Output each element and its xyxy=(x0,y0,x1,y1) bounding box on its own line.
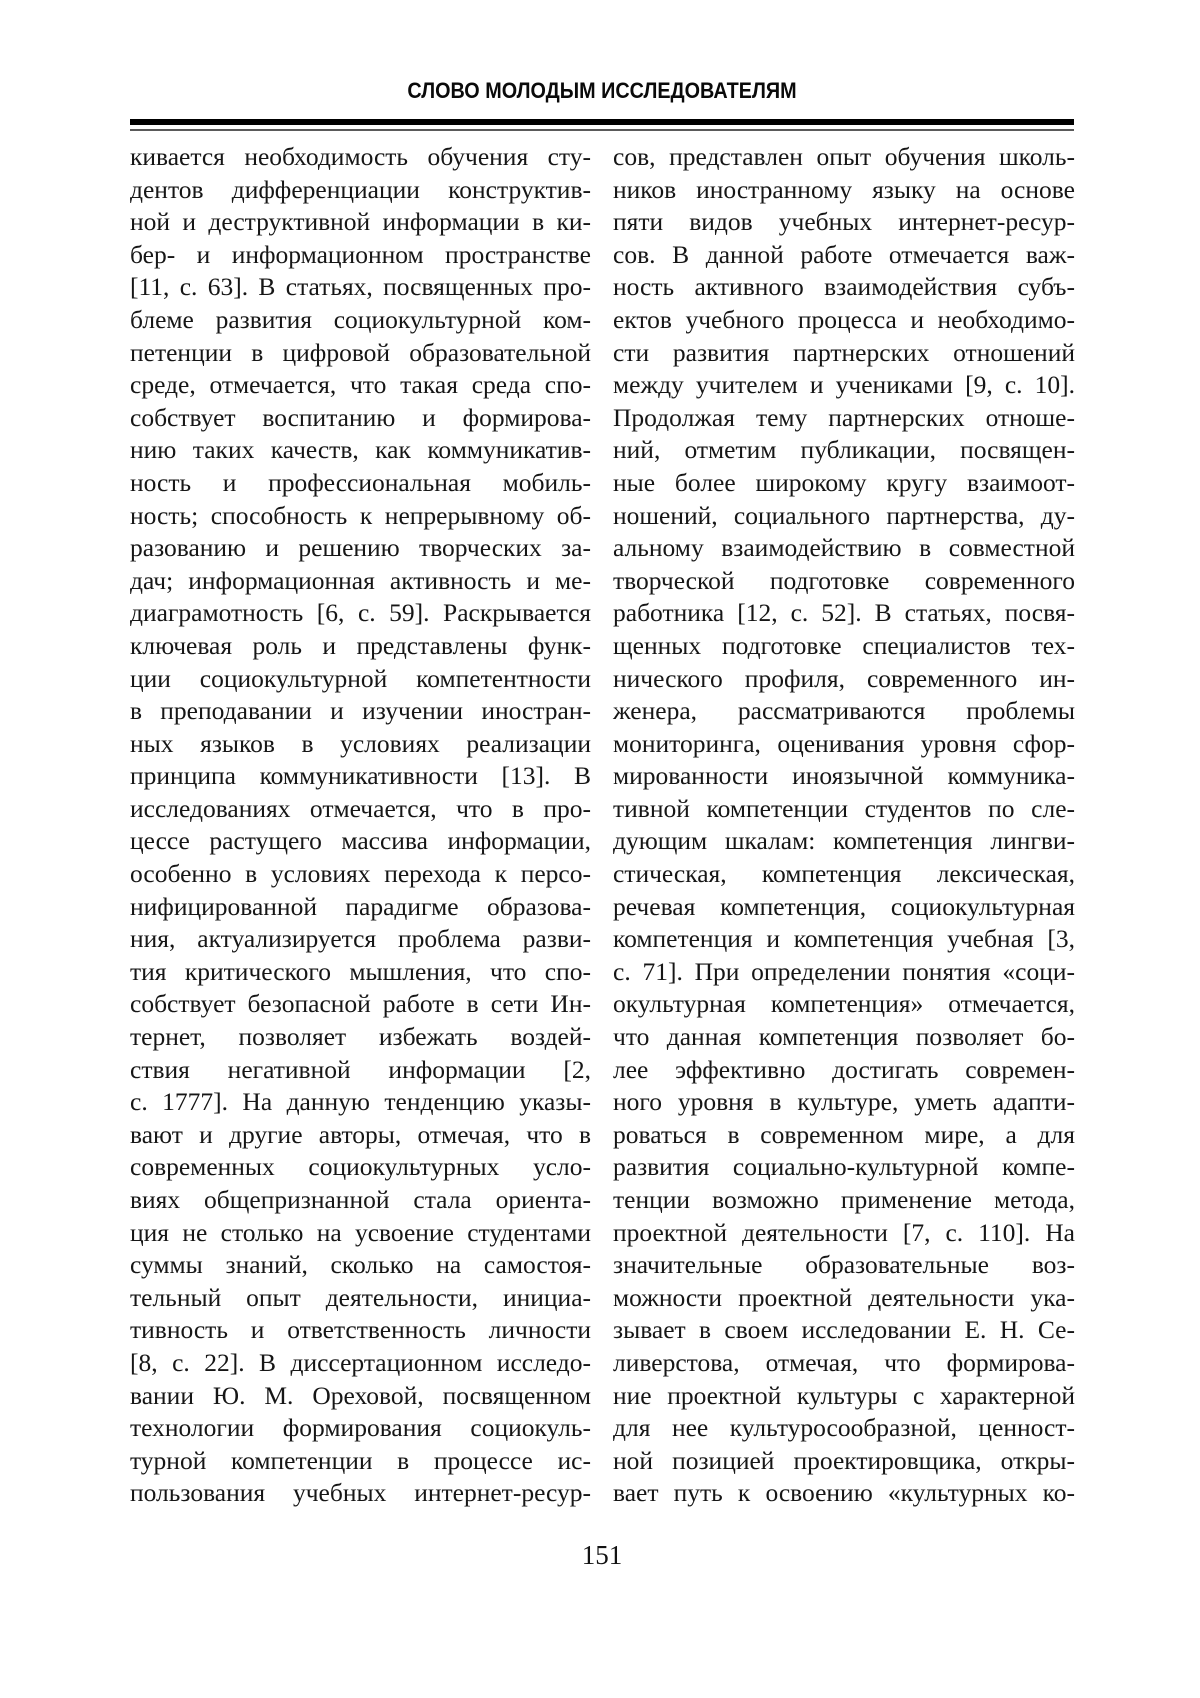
text-line: вании Ю. М. Ореховой, посвященном xyxy=(130,1380,591,1410)
text-line: стическая, компетенция лексическая, xyxy=(613,859,1075,889)
text-line: нию таких качеств, как коммуникатив- xyxy=(130,435,591,465)
text-line: ников иностранному языку на основе xyxy=(613,174,1075,204)
text-line: блеме развития социокультурной ком- xyxy=(130,304,591,334)
text-line: компетенция и компетенция учебная [3, xyxy=(613,924,1075,954)
text-line: с. 71]. При определении понятия «соци- xyxy=(613,956,1075,986)
text-line: среде, отмечается, что такая среда спо- xyxy=(130,370,591,400)
text-line: ции социокультурной компетентности xyxy=(130,663,591,693)
text-line: дующим шкалам: компетенция лингви- xyxy=(613,826,1075,856)
text-line: петенции в цифровой образовательной xyxy=(130,337,591,367)
text-line: современных социокультурных усло- xyxy=(130,1152,591,1182)
text-line: сов. В данной работе отмечается важ- xyxy=(613,239,1075,269)
text-column-left xyxy=(130,141,591,1510)
text-line: тенции возможно применение метода, xyxy=(613,1185,1075,1214)
text-line: с. 1777]. На данную тенденцию указы- xyxy=(130,1087,591,1117)
text-line: ные более широкому кругу взаимоот- xyxy=(613,467,1075,497)
text-line: значительные образовательные воз- xyxy=(613,1250,1075,1280)
text-line: кивается необходимость обучения сту- xyxy=(130,142,591,171)
text-line: тивность и ответственность личности xyxy=(130,1315,591,1345)
text-line: виях общепризнанной стала ориента- xyxy=(130,1185,591,1214)
text-line: суммы знаний, сколько на самостоя- xyxy=(130,1250,591,1280)
text-line: альному взаимодействию в совместной xyxy=(613,533,1075,563)
text-line: ливерстова, отмечая, что формирова- xyxy=(613,1347,1075,1377)
text-line: мониторинга, оценивания уровня сфор- xyxy=(613,728,1075,758)
text-line: роваться в современном мире, а для xyxy=(613,1119,1075,1149)
text-line: проектной деятельности [7, с. 110]. На xyxy=(613,1217,1075,1247)
text-line: ность; способность к непрерывному об- xyxy=(130,500,591,530)
text-line: ного уровня в культуре, уметь адапти- xyxy=(613,1087,1075,1117)
text-line: вают и другие авторы, отмечая, что в xyxy=(130,1119,591,1149)
text-line: что данная компетенция позволяет бо- xyxy=(613,1022,1075,1052)
text-line: лее эффективно достигать современ- xyxy=(613,1054,1075,1084)
header-rule-thick xyxy=(130,119,1074,125)
text-line: тивной компетенции студентов по сле- xyxy=(613,793,1075,823)
text-line: Продолжая тему партнерских отноше- xyxy=(613,402,1075,432)
text-line: ных языков в условиях реализации xyxy=(130,728,591,758)
text-line: пользования учебных интернет-ресур- xyxy=(130,1478,591,1508)
text-line: нифицированной парадигме образова- xyxy=(130,891,591,921)
section-title: СЛОВО МОЛОДЫМ ИССЛЕДОВАТЕЛЯМ xyxy=(407,78,797,103)
text-line: ношений, социального партнерства, ду- xyxy=(613,500,1075,530)
text-line: особенно в условиях перехода к персо- xyxy=(130,859,591,889)
text-line: щенных подготовке специалистов тех- xyxy=(613,630,1075,660)
text-line: ствия негативной информации [2, xyxy=(130,1054,591,1084)
text-line: в преподавании и изучении иностран- xyxy=(130,696,591,726)
page-number: 151 xyxy=(581,1540,623,1570)
text-line: исследованиях отмечается, что в про- xyxy=(130,793,591,823)
text-line: можности проектной деятельности ука- xyxy=(613,1282,1075,1312)
text-line: между учителем и учениками [9, с. 10]. xyxy=(613,370,1075,400)
text-line: работника [12, с. 52]. В статьях, посвя- xyxy=(613,598,1075,628)
text-line: ние проектной культуры с характерной xyxy=(613,1380,1075,1410)
text-line: мированности иноязычной коммуника- xyxy=(613,761,1075,791)
text-line: речевая компетенция, социокультурная xyxy=(613,891,1075,921)
text-line: разованию и решению творческих за- xyxy=(130,533,591,563)
text-line: сти развития партнерских отношений xyxy=(613,337,1075,367)
text-line: пяти видов учебных интернет-ресур- xyxy=(613,207,1075,237)
text-line: технологии формирования социокуль- xyxy=(130,1413,591,1443)
text-line: развития социально-культурной компе- xyxy=(613,1152,1075,1182)
text-line: тия критического мышления, что спо- xyxy=(130,956,591,986)
text-line: ность и профессиональная мобиль- xyxy=(130,467,591,497)
text-line: собствует безопасной работе в сети Ин- xyxy=(130,989,591,1019)
text-line: бер- и информационном пространстве xyxy=(130,239,591,269)
text-line: окультурная компетенция» отмечается, xyxy=(613,989,1075,1019)
text-line: женера, рассматриваются проблемы xyxy=(613,696,1075,726)
text-line: ектов учебного процесса и необходимо- xyxy=(613,304,1075,334)
text-line: [11, с. 63]. В статьях, посвященных про- xyxy=(130,272,591,302)
text-line: ной позицией проектировщика, откры- xyxy=(613,1445,1075,1475)
text-line: творческой подготовке современного xyxy=(613,565,1075,595)
text-line: сов, представлен опыт обучения школь- xyxy=(613,142,1075,171)
header-rule-thin xyxy=(130,129,1074,131)
text-line: тельный опыт деятельности, инициа- xyxy=(130,1282,591,1312)
text-line: ний, отметим публикации, посвящен- xyxy=(613,435,1075,465)
text-line: цессе растущего массива информации, xyxy=(130,826,591,856)
text-line: дач; информационная активность и ме- xyxy=(130,565,591,595)
text-line: ность активного взаимодействия субъ- xyxy=(613,272,1075,302)
text-line: принципа коммуникативности [13]. В xyxy=(130,761,591,791)
text-line: зывает в своем исследовании Е. Н. Се- xyxy=(613,1315,1075,1345)
text-line: ключевая роль и представлены функ- xyxy=(130,630,591,660)
text-line: ния, актуализируется проблема разви- xyxy=(130,924,591,954)
text-line: дентов дифференциации конструктив- xyxy=(130,174,591,204)
text-line: [8, с. 22]. В диссертационном исследо- xyxy=(130,1347,591,1377)
text-line: нического профиля, современного ин- xyxy=(613,663,1075,693)
text-line: турной компетенции в процессе ис- xyxy=(130,1445,591,1475)
text-line: вает путь к освоению «культурных ко- xyxy=(613,1478,1075,1508)
text-line: диаграмотность [6, с. 59]. Раскрывается xyxy=(130,598,591,628)
text-line: собствует воспитанию и формирова- xyxy=(130,402,591,432)
text-line: для нее культуросообразной, ценност- xyxy=(613,1413,1075,1443)
text-column-right xyxy=(613,141,1075,1510)
text-line: тернет, позволяет избежать воздей- xyxy=(130,1022,591,1052)
text-line: ция не столько на усвоение студентами xyxy=(130,1217,591,1247)
text-line: ной и деструктивной информации в ки- xyxy=(130,207,591,237)
